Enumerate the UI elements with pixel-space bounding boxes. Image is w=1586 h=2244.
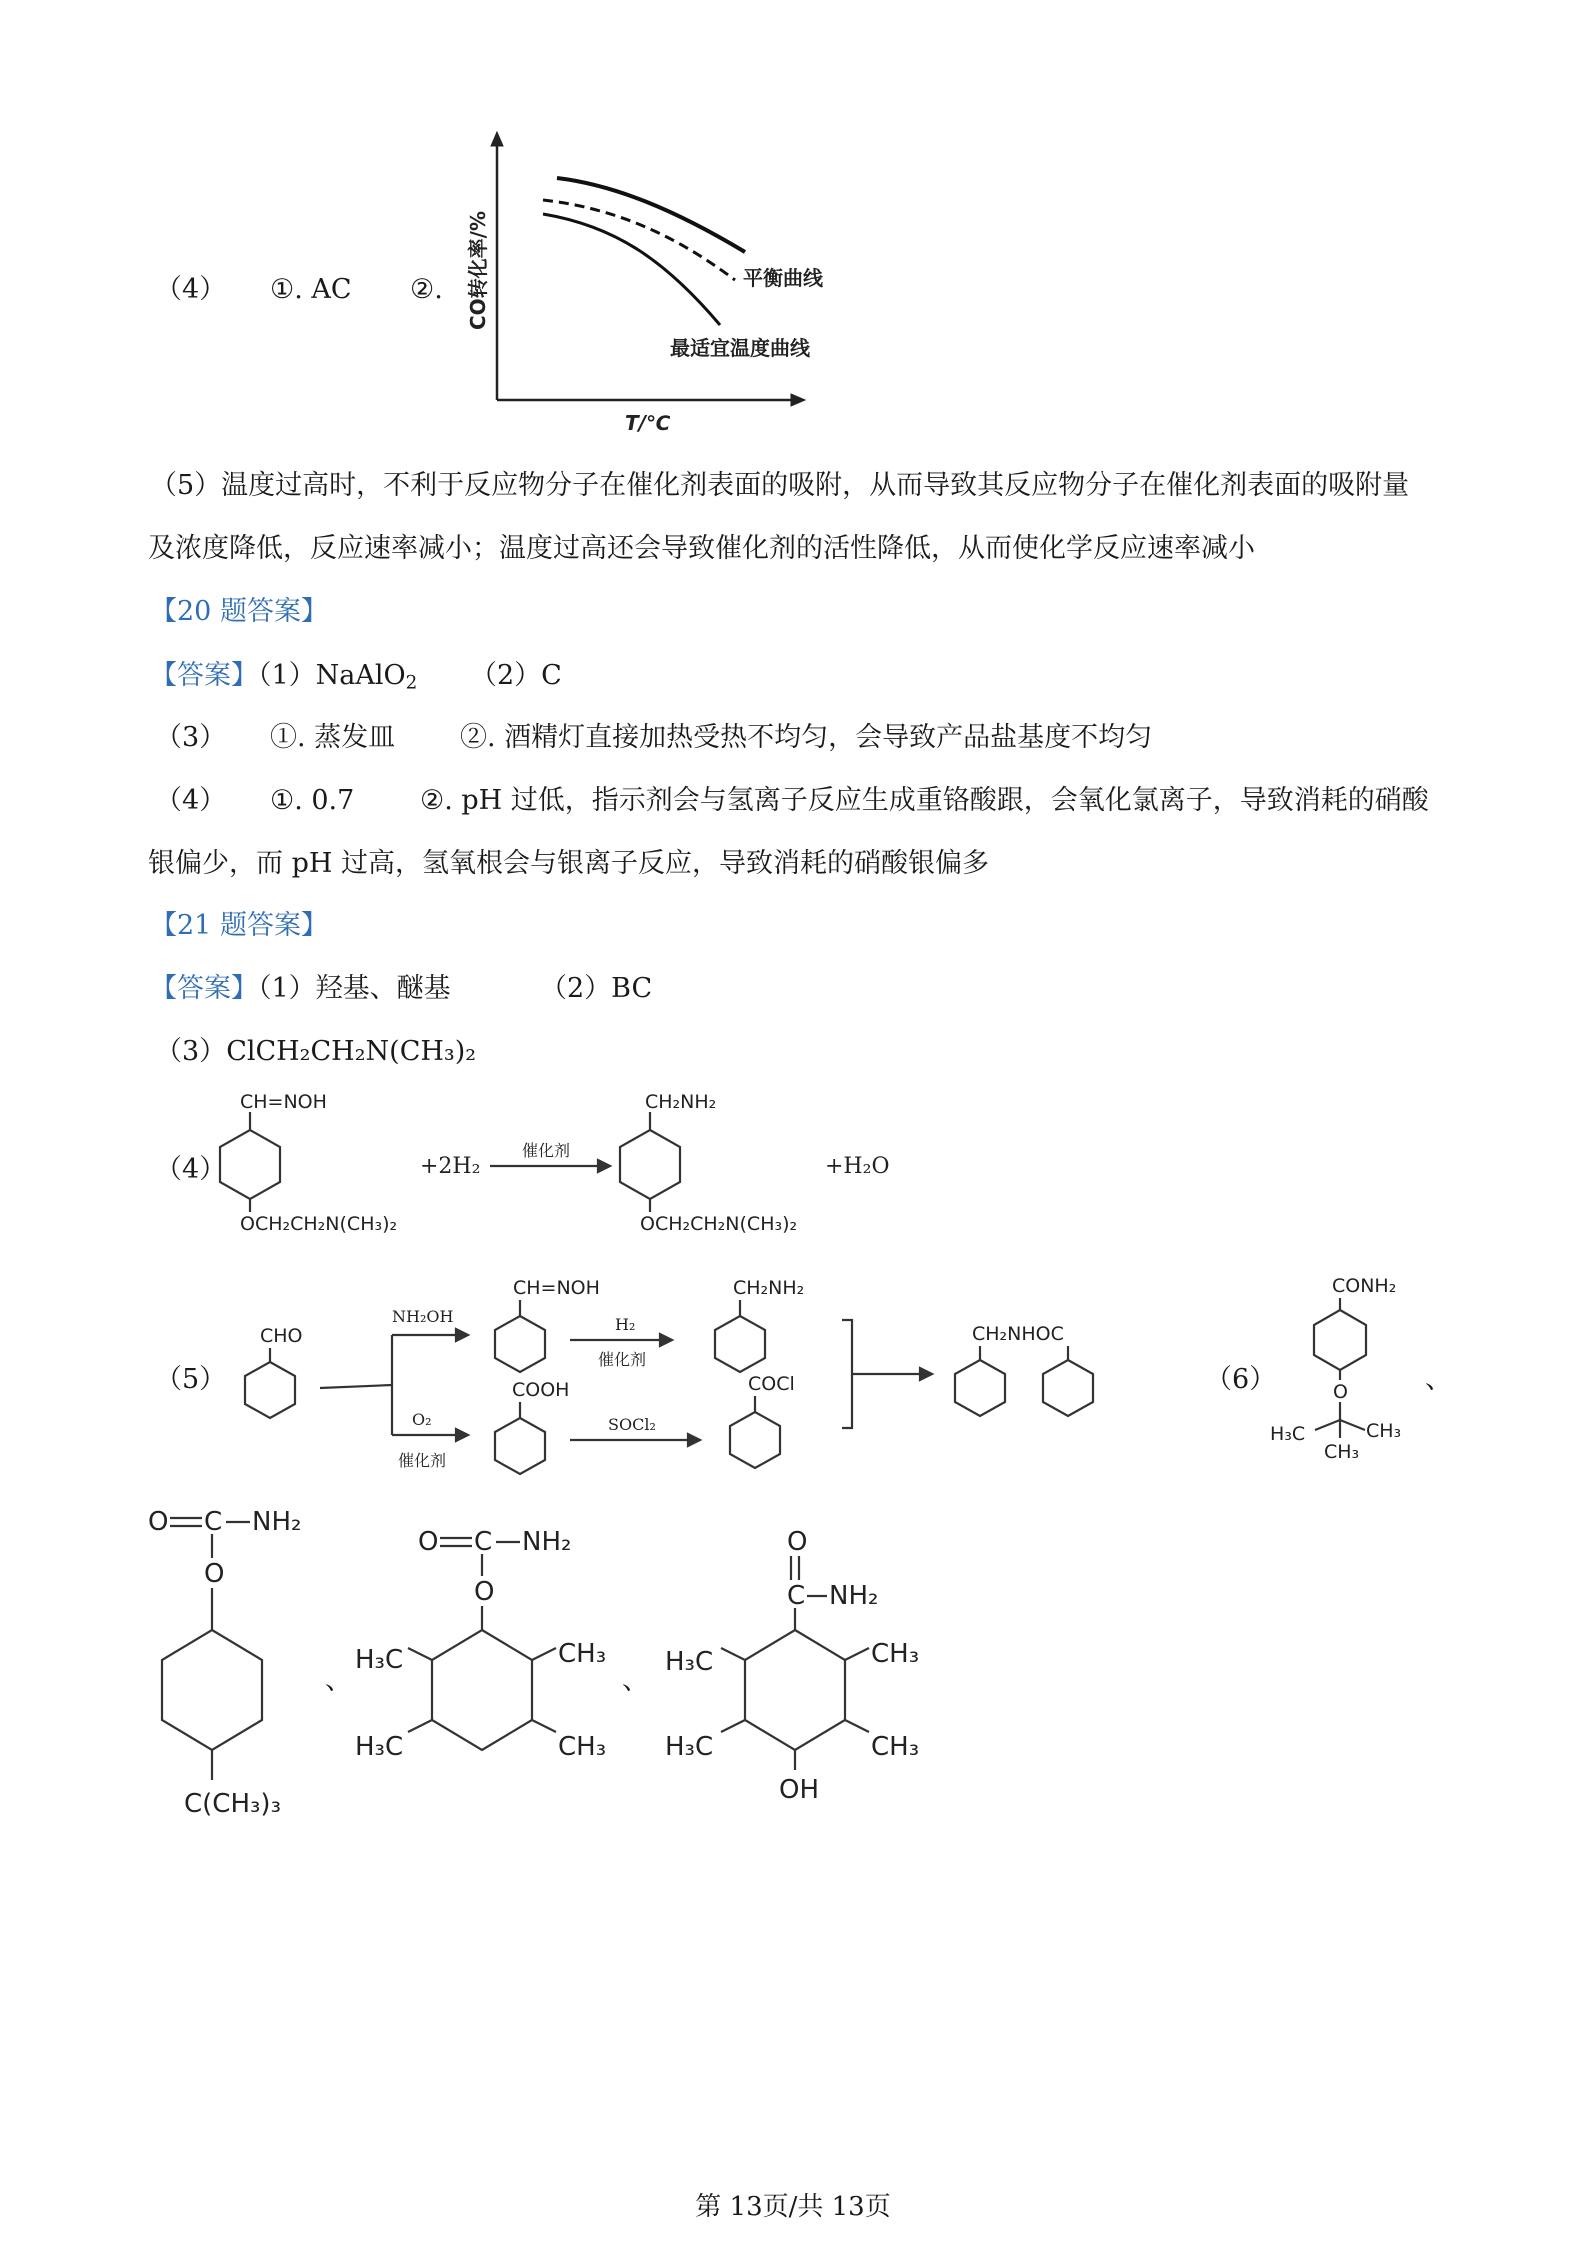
q19-part5-line2: 及浓度降低，反应速率减小；温度过高还会导致催化剂的活性降低，从而使化学反应速率减小	[148, 533, 1255, 564]
product-top-group: CH₂NH₂	[645, 1091, 717, 1113]
reagent-socl2: SOCl₂	[608, 1415, 656, 1434]
q21-part5-synthesis	[220, 1270, 1120, 1480]
q21-part3-label: （3）	[155, 1036, 227, 1067]
product-benzene-ring	[620, 1130, 680, 1199]
q20-part3-a: ①. 蒸发皿	[270, 722, 396, 753]
isomer-carbamate-tetramethyl	[350, 1510, 640, 1810]
q20-part3-label: （3）	[155, 722, 227, 753]
isomer3-carbon: C	[474, 1527, 493, 1557]
q21-part6-label: （6）	[1205, 1364, 1277, 1395]
isomer-sep-2: 、	[622, 1665, 649, 1696]
isomer1-oxygen: O	[1333, 1381, 1348, 1403]
q19-part4-label: （4）	[155, 274, 227, 305]
reactant-benzene-ring	[220, 1130, 280, 1199]
chart-label-optimal: 最适宜温度曲线	[670, 336, 810, 360]
isomer4-oh: OH	[779, 1775, 820, 1805]
isomer4-ch3-bottom: CH₃	[871, 1732, 920, 1762]
q19-part5-line1: （5）温度过高时，不利于反应物分子在催化剂表面的吸附，从而导致其反应物分子在催化剂表面的吸附量	[150, 470, 1410, 501]
isomer1-ch3-bottom: CH₃	[1324, 1441, 1360, 1463]
isomer3-carbonyl-o: O	[418, 1527, 439, 1557]
isomer4-ring	[745, 1630, 845, 1750]
isomer3-nh2: NH₂	[522, 1527, 572, 1557]
isomer1-h3c: H₃C	[1270, 1423, 1306, 1445]
isomer1-ch3-right: CH₃	[1366, 1420, 1402, 1442]
isomer3-me2-bond	[532, 1648, 556, 1660]
q20-part4-line2: 银偏少，而 pH 过高，氢氧根会与银离子反应，导致消耗的硝酸银偏多	[148, 848, 989, 879]
q21-part6-sep: 、	[1425, 1364, 1452, 1395]
q21-answer-line1	[150, 973, 451, 1005]
benzylamine-ring	[715, 1316, 765, 1372]
reagent-h2: H₂	[615, 1315, 636, 1334]
isomer-sep-1: 、	[325, 1665, 352, 1696]
isomer3-ch3-top: CH₃	[558, 1639, 607, 1669]
isomer4-me3-bond	[721, 1720, 745, 1732]
chart-x-arrow	[791, 394, 805, 406]
benzaldehyde-ring	[245, 1362, 295, 1418]
benzylamine-group: CH₂NH₂	[733, 1277, 805, 1299]
reagent-nh2oh: NH₂OH	[392, 1307, 454, 1326]
chart-x-label: T/℃	[625, 411, 671, 435]
isomer4-me4-bond	[845, 1720, 869, 1732]
isomer4-me1-bond	[721, 1648, 745, 1660]
q20-part4-a: ①. 0.7	[270, 785, 355, 816]
isomer2-tbu: C(CH₃)₃	[184, 1789, 281, 1819]
isomer1-me-right	[1340, 1420, 1365, 1430]
isomer2-ether-o: O	[204, 1559, 225, 1589]
oxime-group: CH=NOH	[513, 1277, 600, 1299]
q21-part3-formula: ClCH₂CH₂N(CH₃)₂	[226, 1036, 477, 1067]
chart-curve-optimal	[543, 214, 720, 325]
q21-part5-label: （5）	[155, 1364, 227, 1395]
isomer3-ch3-bottom: CH₃	[558, 1732, 607, 1762]
reactant-top-group: CH=NOH	[240, 1091, 327, 1113]
amide-ring-left	[955, 1360, 1005, 1416]
q21-part4-catalyst: 催化剂	[522, 1141, 571, 1160]
isomer1-conh2: CONH₂	[1332, 1275, 1397, 1297]
chart-curve-top	[557, 178, 745, 252]
isomer3-me1-bond	[408, 1648, 432, 1660]
isomer4-carbon: C	[787, 1581, 806, 1611]
page-footer: 第 13页/共 13页	[695, 2192, 891, 2222]
isomer1-ring	[1314, 1310, 1366, 1370]
q20-header: 【20 题答案】	[150, 596, 328, 627]
co-conversion-chart	[455, 130, 835, 440]
amide-linker: CH₂NHOC	[972, 1323, 1064, 1345]
merge-arrow-head	[920, 1368, 932, 1380]
q19-part4-answer2: ②.	[410, 274, 443, 305]
lower-catalyst: 催化剂	[398, 1451, 447, 1470]
isomer4-h3c-bottom: H₃C	[665, 1732, 714, 1762]
isomer4-h3c-top: H₃C	[665, 1647, 714, 1677]
isomer4-nh2: NH₂	[829, 1581, 879, 1611]
isomer3-ring	[432, 1630, 532, 1750]
isomer3-me3-bond	[408, 1720, 432, 1732]
isomer3-me4-bond	[532, 1720, 556, 1732]
isomer1-me-left	[1315, 1420, 1340, 1430]
q20-part1-sub: 2	[405, 672, 418, 694]
isomer3-h3c-bottom: H₃C	[355, 1732, 404, 1762]
chart-y-label: CO转化率/%	[466, 210, 490, 330]
q21-header: 【21 题答案】	[150, 910, 328, 941]
q21-part3	[155, 1036, 476, 1068]
q20-part2: （2）C	[470, 660, 562, 691]
q21-part2: （2）BC	[540, 973, 653, 1004]
isomer4-me2-bond	[845, 1648, 869, 1660]
isomer-tetramethyl-hydroxybenzamide	[655, 1520, 955, 1830]
isomer2-ring	[162, 1630, 262, 1750]
reagent-o2: O₂	[412, 1410, 432, 1429]
q20-part3-b: ②. 酒精灯直接加热受热不均匀，会导致产品盐基度不均匀	[460, 722, 1153, 753]
chart-curve-equilibrium	[543, 200, 735, 280]
isomer4-carbonyl-o: O	[787, 1527, 808, 1557]
split-line-main	[320, 1385, 392, 1388]
isomer2-nh2: NH₂	[252, 1507, 302, 1537]
reaction-arrow-head	[598, 1160, 610, 1172]
chart-label-equilibrium: 平衡曲线	[743, 266, 823, 290]
q21-part4-plus-h2: +2H₂	[420, 1154, 481, 1179]
socl2-arrow-head	[688, 1434, 700, 1446]
isomer-carbamate-tbu	[140, 1490, 340, 1840]
isomer4-ch3-top: CH₃	[871, 1639, 920, 1669]
benzaldehyde-cho: CHO	[260, 1325, 303, 1347]
isomer3-ether-o: O	[474, 1577, 495, 1607]
product-bottom-group: OCH₂CH₂N(CH₃)₂	[640, 1213, 798, 1235]
reactant-bottom-group: OCH₂CH₂N(CH₃)₂	[240, 1213, 398, 1235]
h2-arrow-head	[660, 1334, 672, 1346]
q20-part4-b: ②. pH 过低，指示剂会与氢离子反应生成重铬酸跟，会氧化氯离子，导致消耗的硝酸	[420, 785, 1429, 816]
q21-part4-label: （4）	[155, 1154, 227, 1185]
upper-catalyst: 催化剂	[598, 1350, 647, 1369]
q19-part4-answer1: ①. AC	[270, 274, 352, 305]
chart-y-arrow	[491, 132, 503, 146]
q20-answer-line1	[150, 660, 417, 692]
isomer2-carbonyl-o: O	[148, 1507, 169, 1537]
benzoyl-chloride-group: COCl	[748, 1373, 795, 1395]
benzoic-acid-ring	[495, 1418, 545, 1474]
lower-arrow-head	[456, 1429, 468, 1441]
upper-arrow-head	[456, 1329, 468, 1341]
q20-part4-label: （4）	[155, 785, 227, 816]
q20-answer-tag: 【答案】	[150, 660, 258, 691]
isomer2-carbon: C	[204, 1507, 223, 1537]
q21-part1: （1）羟基、醚基	[258, 973, 451, 1004]
q21-answer-tag: 【答案】	[150, 973, 258, 1004]
q20-part1: （1）NaAlO	[258, 660, 406, 691]
benzoyl-chloride-ring	[730, 1412, 780, 1468]
benzoic-acid-group: COOH	[512, 1379, 570, 1401]
oxime-ring	[495, 1316, 545, 1372]
merge-bracket	[842, 1320, 852, 1428]
q21-part4-plus-h2o: +H₂O	[825, 1154, 890, 1179]
amide-ring-right	[1043, 1360, 1093, 1416]
isomer3-h3c-top: H₃C	[355, 1645, 404, 1675]
q21-part4-reaction	[200, 1090, 920, 1240]
